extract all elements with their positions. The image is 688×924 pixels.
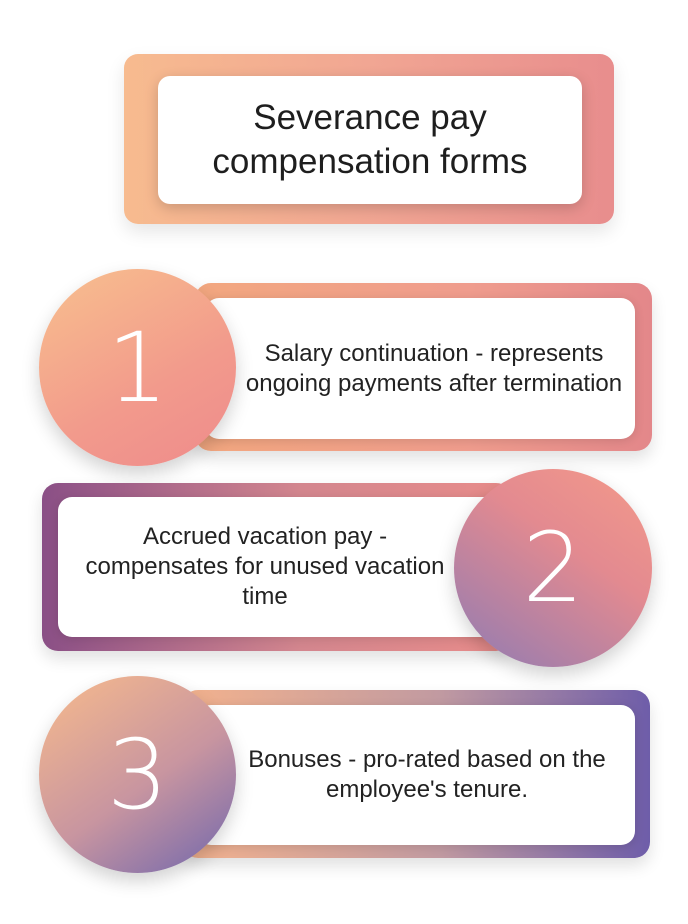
step-3-badge	[39, 676, 236, 873]
step-2-badge	[454, 469, 652, 667]
step-1-text: Salary continuation - represents ongoing payments after termination	[245, 339, 623, 397]
step-2-text: Accrued vacation pay - compensates for unused vacation time	[85, 523, 445, 610]
step-1-badge	[39, 269, 236, 466]
step-2-number: 2	[522, 512, 584, 624]
page-title: Severance pay compensation forms	[212, 98, 528, 181]
step-3-number: 3	[106, 718, 169, 831]
step-3-text: Bonuses - pro-rated based on the employee's tenure.	[248, 746, 606, 803]
title-card	[158, 76, 582, 204]
step-1-number: 1	[106, 311, 169, 424]
